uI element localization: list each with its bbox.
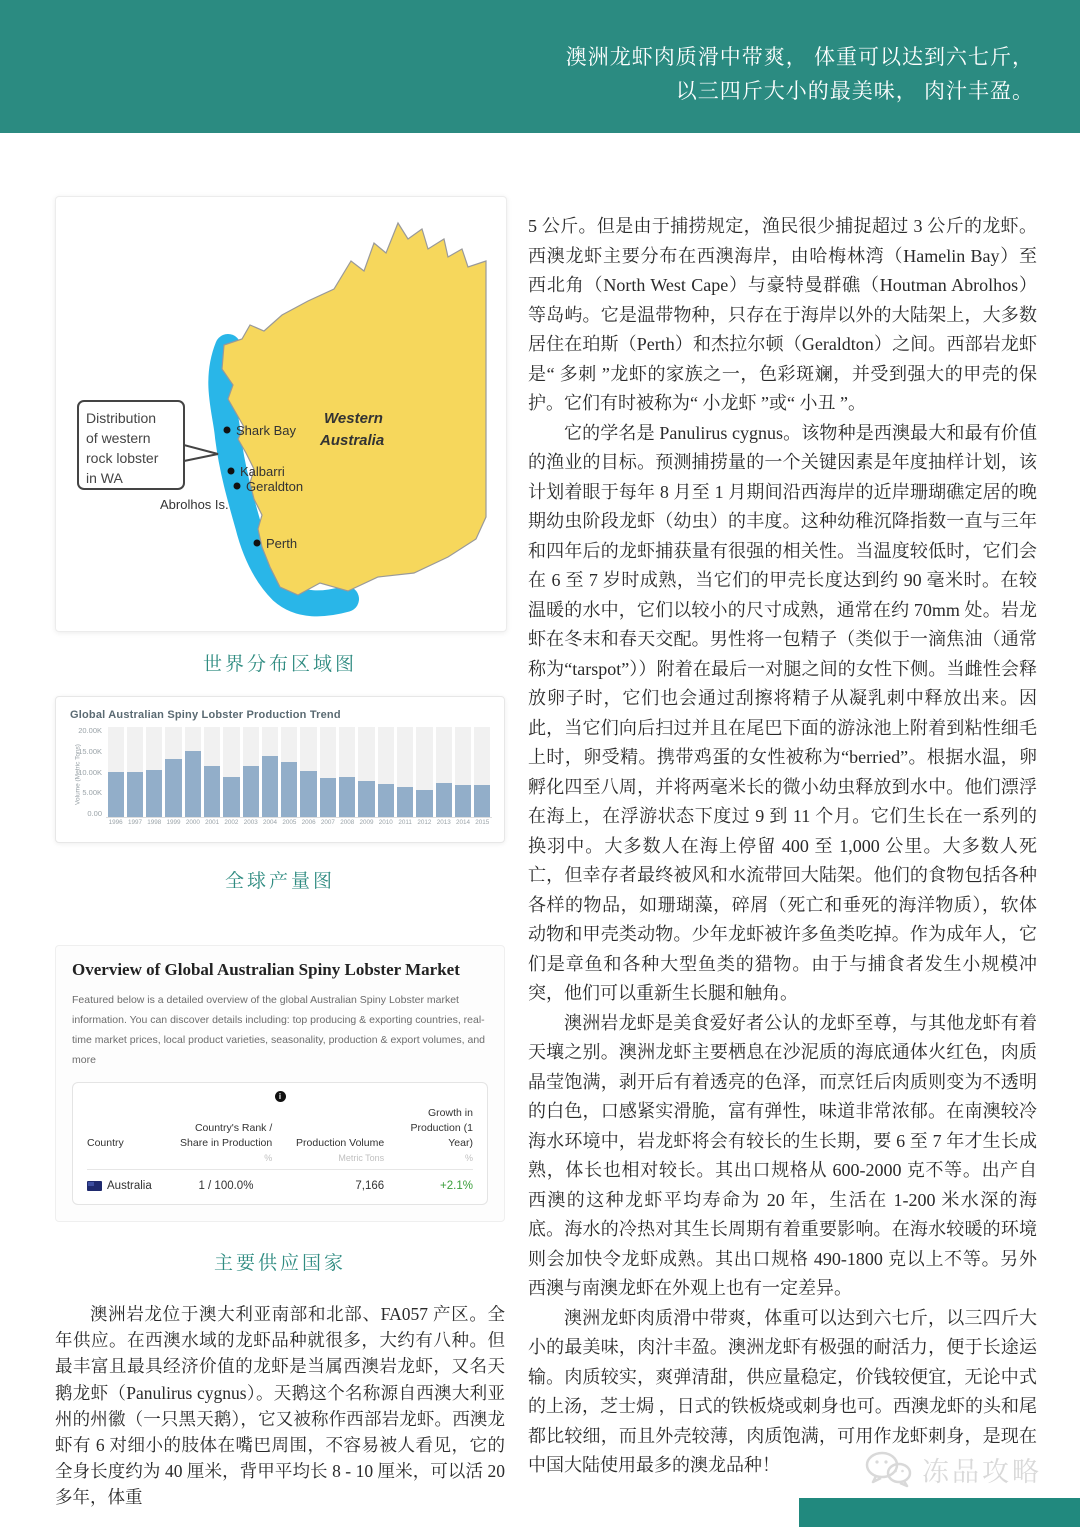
region-label-western: Western (324, 410, 383, 427)
header-banner (0, 0, 1080, 133)
distribution-map (55, 196, 507, 632)
left-column (55, 196, 505, 1511)
col-production-volume: Production Volume (296, 1137, 385, 1149)
right-paragraph-3: 澳洲岩龙虾是美食爱好者公认的龙虾至尊，与其他龙虾有着天壤之别。澳洲龙虾主要栖息在沙泥质的海底通体火红色，肉质晶莹饱满，剥开后有着透亮的色泽，而烹饪后肉质则变为不透明的白色，口感紧实滑脆，富有弹性，味道非常浓郁。在南澳较冷海水环境中，岩龙虾将会有较长的生长期，要 6 至 7 年才生长成熟，体长也相对较长。其出口规格从 600-2000 克不等。出产自西澳的这种龙虾平均寿命为 20 年，生活在 1-200 米水深的海底。海水的冷热对其生长周期有着重要影响。在海水较暖的环境则会加快令龙虾成熟。其出口规格 490-1800 克以上不等。另外西澳与南澳龙虾在外观上也有一定差异。 (528, 1012, 1037, 1298)
chart-bar-column (320, 727, 336, 826)
chart-bar-column (339, 727, 355, 826)
x-tick-label: 1999 (166, 819, 181, 826)
watermark-text: 冻品攻略 (922, 1456, 1042, 1487)
chart-bar-column (455, 727, 471, 826)
country-name: Australia (107, 1180, 152, 1192)
x-tick-label: 2013 (436, 819, 451, 826)
x-tick-label: 1997 (127, 819, 142, 826)
market-overview-section (55, 945, 505, 1222)
header-line-2: 以三四斤大小的最美味， 肉汁丰盈。 (675, 79, 1034, 103)
table-row (87, 1170, 473, 1192)
chart-body (66, 727, 492, 835)
y-tick-label: 10.00K (78, 767, 102, 777)
x-tick-label: 2001 (205, 819, 220, 826)
y-tick-label: 0.00 (87, 809, 102, 818)
chart-bar (262, 756, 278, 817)
chart-bar (185, 751, 201, 817)
x-tick-label: 2003 (243, 819, 258, 826)
info-icon[interactable]: i (275, 1091, 286, 1102)
right-paragraph-1: 5 公斤。但是由于捕捞规定，渔民很少捕捉超过 3 公斤的龙虾。西澳龙虾主要分布在西澳海岸，由哈梅林湾（Hamelin Bay）至西北角（North West Cape）与豪特曼群礁（Houtman Abrolhos）等岛屿。它是温带物种，只存在于海岸以外的大陆架上，大多数居住在珀斯（Perth）和杰拉尔顿（Geraldton）之间。西部岩龙虾是“ 多刺 ”龙虾的家族之一，色彩斑斓，并受到强大的甲壳的保护。它们有时被称为“ 小龙虾 ”或“ 小丑 ”。 (528, 216, 1037, 413)
wa-map-svg (56, 197, 506, 631)
perth-label: Perth (266, 536, 298, 551)
callout-line-3: rock lobster (86, 450, 159, 466)
callout-line-4: in WA (86, 470, 123, 486)
unit-volume: Metric Tons (338, 1153, 385, 1163)
chart-bar (378, 784, 394, 817)
chart-bar-column (243, 727, 259, 826)
chart-bar-column (300, 727, 316, 826)
chart-bar (165, 759, 181, 817)
x-tick-label: 2015 (475, 819, 490, 826)
unit-country (87, 1153, 180, 1163)
callout-pointer (184, 445, 218, 461)
x-tick-label: 1996 (108, 819, 123, 826)
geraldton-label: Geraldton (246, 479, 304, 494)
chart-bar (320, 778, 336, 817)
right-column (528, 212, 1037, 1481)
callout-line-2: of western (86, 430, 151, 446)
x-tick-label: 2000 (185, 819, 200, 826)
x-tick-label: 2007 (320, 819, 335, 826)
cell-country (87, 1180, 180, 1192)
chart-bar-column (223, 727, 239, 826)
chart-bar (436, 783, 452, 817)
shark-bay-dot (224, 427, 231, 434)
chart-bar-column (262, 727, 278, 826)
chart-bar (300, 771, 316, 817)
x-tick-label: 2005 (282, 819, 297, 826)
chart-bar-column (146, 727, 162, 826)
x-tick-label: 2008 (340, 819, 355, 826)
unit-rank: % (264, 1153, 273, 1163)
chart-bar (108, 772, 124, 817)
header-line-1: 澳洲龙虾肉质滑中带爽， 体重可以达到六七斤， (565, 45, 1034, 69)
x-tick-label: 2006 (301, 819, 316, 826)
perth-dot (254, 540, 261, 547)
chart-bar (455, 785, 471, 817)
x-tick-label: 2012 (417, 819, 432, 826)
right-paragraph-4: 澳洲龙虾肉质滑中带爽，体重可以达到六七斤，以三四斤大小的最美味，肉汁丰盈。澳洲龙虾有极强的耐活力，便于长途运输。肉质较实，爽弹清甜，供应量稳定，价钱较便宜，无论中式的上汤，芝士焗 ，日式的铁板烧或刺身也可。西澳龙虾的头和尾都比较细，而且外壳较薄，肉质饱满，可用作龙虾刺身，是现在中国大陆使用最多的澳龙品种！ (528, 1307, 1037, 1475)
bottom-corner-bar (799, 1498, 1080, 1527)
production-chart-card (55, 696, 505, 843)
kalbarri-label: Kalbarri (240, 464, 285, 479)
chart-caption: 全球产量图 (224, 871, 335, 892)
geraldton-dot (234, 483, 241, 490)
chart-bar-column (165, 727, 181, 826)
market-overview-description: Featured below is a detailed overview of the global Australian Spiny Lobster market information. You can discover details including: top producing & exporting countries, real-time market prices, local product varieties, seasonality, production & export volumes, and more (72, 994, 485, 1066)
y-axis-title: Volume (Metric Tons) (74, 744, 82, 805)
map-caption: 世界分布区域图 (202, 654, 357, 675)
chart-bar-column (281, 727, 297, 826)
chart-bar-column (474, 727, 490, 826)
market-caption: 主要供应国家 (213, 1253, 346, 1274)
shark-bay-label: Shark Bay (236, 423, 296, 438)
abrolhos-label: Abrolhos Is. (160, 497, 229, 512)
left-article (55, 1301, 505, 1511)
callout-line-1: Distribution (86, 410, 157, 426)
y-tick-label: 15.00K (78, 746, 102, 756)
x-tick-label: 2011 (398, 819, 412, 826)
chart-bar-column (397, 727, 413, 826)
chart-bar-column (378, 727, 394, 826)
australia-flag-icon (87, 1181, 102, 1191)
x-tick-label: 2002 (224, 819, 239, 826)
western-australia-landmass (222, 223, 486, 595)
x-tick-label: 2010 (378, 819, 393, 826)
chart-title: Global Australian Spiny Lobster Production Trend (70, 709, 341, 721)
left-paragraph-1: 澳洲岩龙位于澳大利亚南部和北部、FA057 产区。全年供应。在西澳水域的龙虾品种就很多，大约有八种。但最丰富且最具经济价值的龙虾是当属西澳岩龙虾，又名天鹅龙虾（Panulirus cygnus）。天鹅这个名称源自西澳大利亚州的州徽（一只黑天鹅），它又被称作西部岩龙虾。西澳龙虾有 6 对细小的肢体在嘴巴周围，不容易被人看见，它的全身长度约为 40 厘米，背甲平均长 8 - 10 厘米，可以活 20 多年，体重 (55, 1304, 505, 1508)
table-header-row (87, 1106, 473, 1151)
x-tick-label: 2004 (263, 819, 278, 826)
chart-bar (281, 762, 297, 817)
chart-bar (339, 777, 355, 818)
chart-bar (416, 790, 432, 817)
chart-bar (204, 766, 220, 817)
cell-rank-share: 1 / 100.0% (198, 1180, 254, 1192)
chart-bar (397, 787, 413, 817)
chart-bar-column (436, 727, 452, 826)
chart-bar-column (358, 727, 374, 826)
chart-bar (474, 785, 490, 817)
y-tick-label: 20.00K (78, 726, 102, 735)
production-chart-plot (106, 727, 492, 826)
chart-bar (358, 781, 374, 817)
col-growth: Growth in Production (1 Year) (410, 1107, 473, 1149)
chart-bar (223, 777, 239, 818)
x-tick-label: 1998 (147, 819, 162, 826)
table-units-row (87, 1153, 473, 1170)
chart-bar-column (108, 727, 124, 826)
chart-bar-column (416, 727, 432, 826)
col-rank-share: Country's Rank / Share in Production (180, 1122, 273, 1149)
region-label-australia: Australia (320, 432, 385, 449)
cell-growth: +2.1% (440, 1180, 473, 1192)
chart-bar (146, 770, 162, 817)
chart-bar-column (185, 727, 201, 826)
col-country: Country (87, 1137, 124, 1149)
right-paragraph-2: 它的学名是 Panulirus cygnus。该物种是西澳最大和最有价值的渔业的目标。预测捕捞量的一个关键因素是年度抽样计划，该计划着眼于每年 8 月至 1 月期间沿西海岸的近岸珊瑚礁定居的晚期幼虫阶段龙虾（幼虫）的丰度。这种幼稚沉降指数一直与三年和四年后的龙虾捕获量有很强的相关性。当温度较低时，它们会在 6 至 7 岁时成熟，当它们的甲壳长度达到约 90 毫米时。在较温暖的水中，它们以较小的尺寸成熟，通常在约 70mm 处。岩龙虾在冬末和春天交配。男性将一包精子（类似于一滴焦油（通常称为“tarspot”））附着在最后一对腿之间的女性下侧。当雌性会释放卵子时，它们也会通过刮擦将精子从凝乳刺中释放出来。因此，当它们向后扫过并且在尾巴下面的游泳池上附着到粘性细毛上时，卵受精。携带鸡蛋的女性被称为“berried”。根据水温，卵孵化四至八周，并将两毫米长的微小幼虫释放到水中。他们漂浮在海上，在浮游状态下度过 9 到 11 个月。它们生长在一系列的换羽中。大多数人在海上停留 400 至 1,000 公里。大多数人死亡，但幸存者最终被风和水流带回大陆架。他们的食物包括各种各样的物品，如珊瑚藻，碎屑（死亡和垂死的海洋物质），软体动物和甲壳类动物。少年龙虾被许多鱼类吃掉。作为成年人，它们是章鱼和各种大型鱼类的猎物。由于与捕食者发生小规模冲突，他们可以重新生长腿和触角。 (528, 422, 1037, 1003)
x-tick-label: 2009 (359, 819, 374, 826)
watermark-logo (862, 1449, 1042, 1489)
x-tick-label: 2014 (455, 819, 470, 826)
unit-growth: % (464, 1153, 473, 1163)
chart-bar (127, 772, 143, 817)
chart-bar-column (204, 727, 220, 826)
y-tick-label: 5.00K (82, 788, 102, 798)
market-table (72, 1082, 488, 1205)
cell-volume: 7,166 (355, 1180, 385, 1192)
market-overview-title: Overview of Global Australian Spiny Lobster Market (72, 960, 460, 979)
chart-bar-column (127, 727, 143, 826)
kalbarri-dot (228, 468, 235, 475)
chart-bar (243, 766, 259, 817)
wechat-icon (862, 1449, 914, 1489)
